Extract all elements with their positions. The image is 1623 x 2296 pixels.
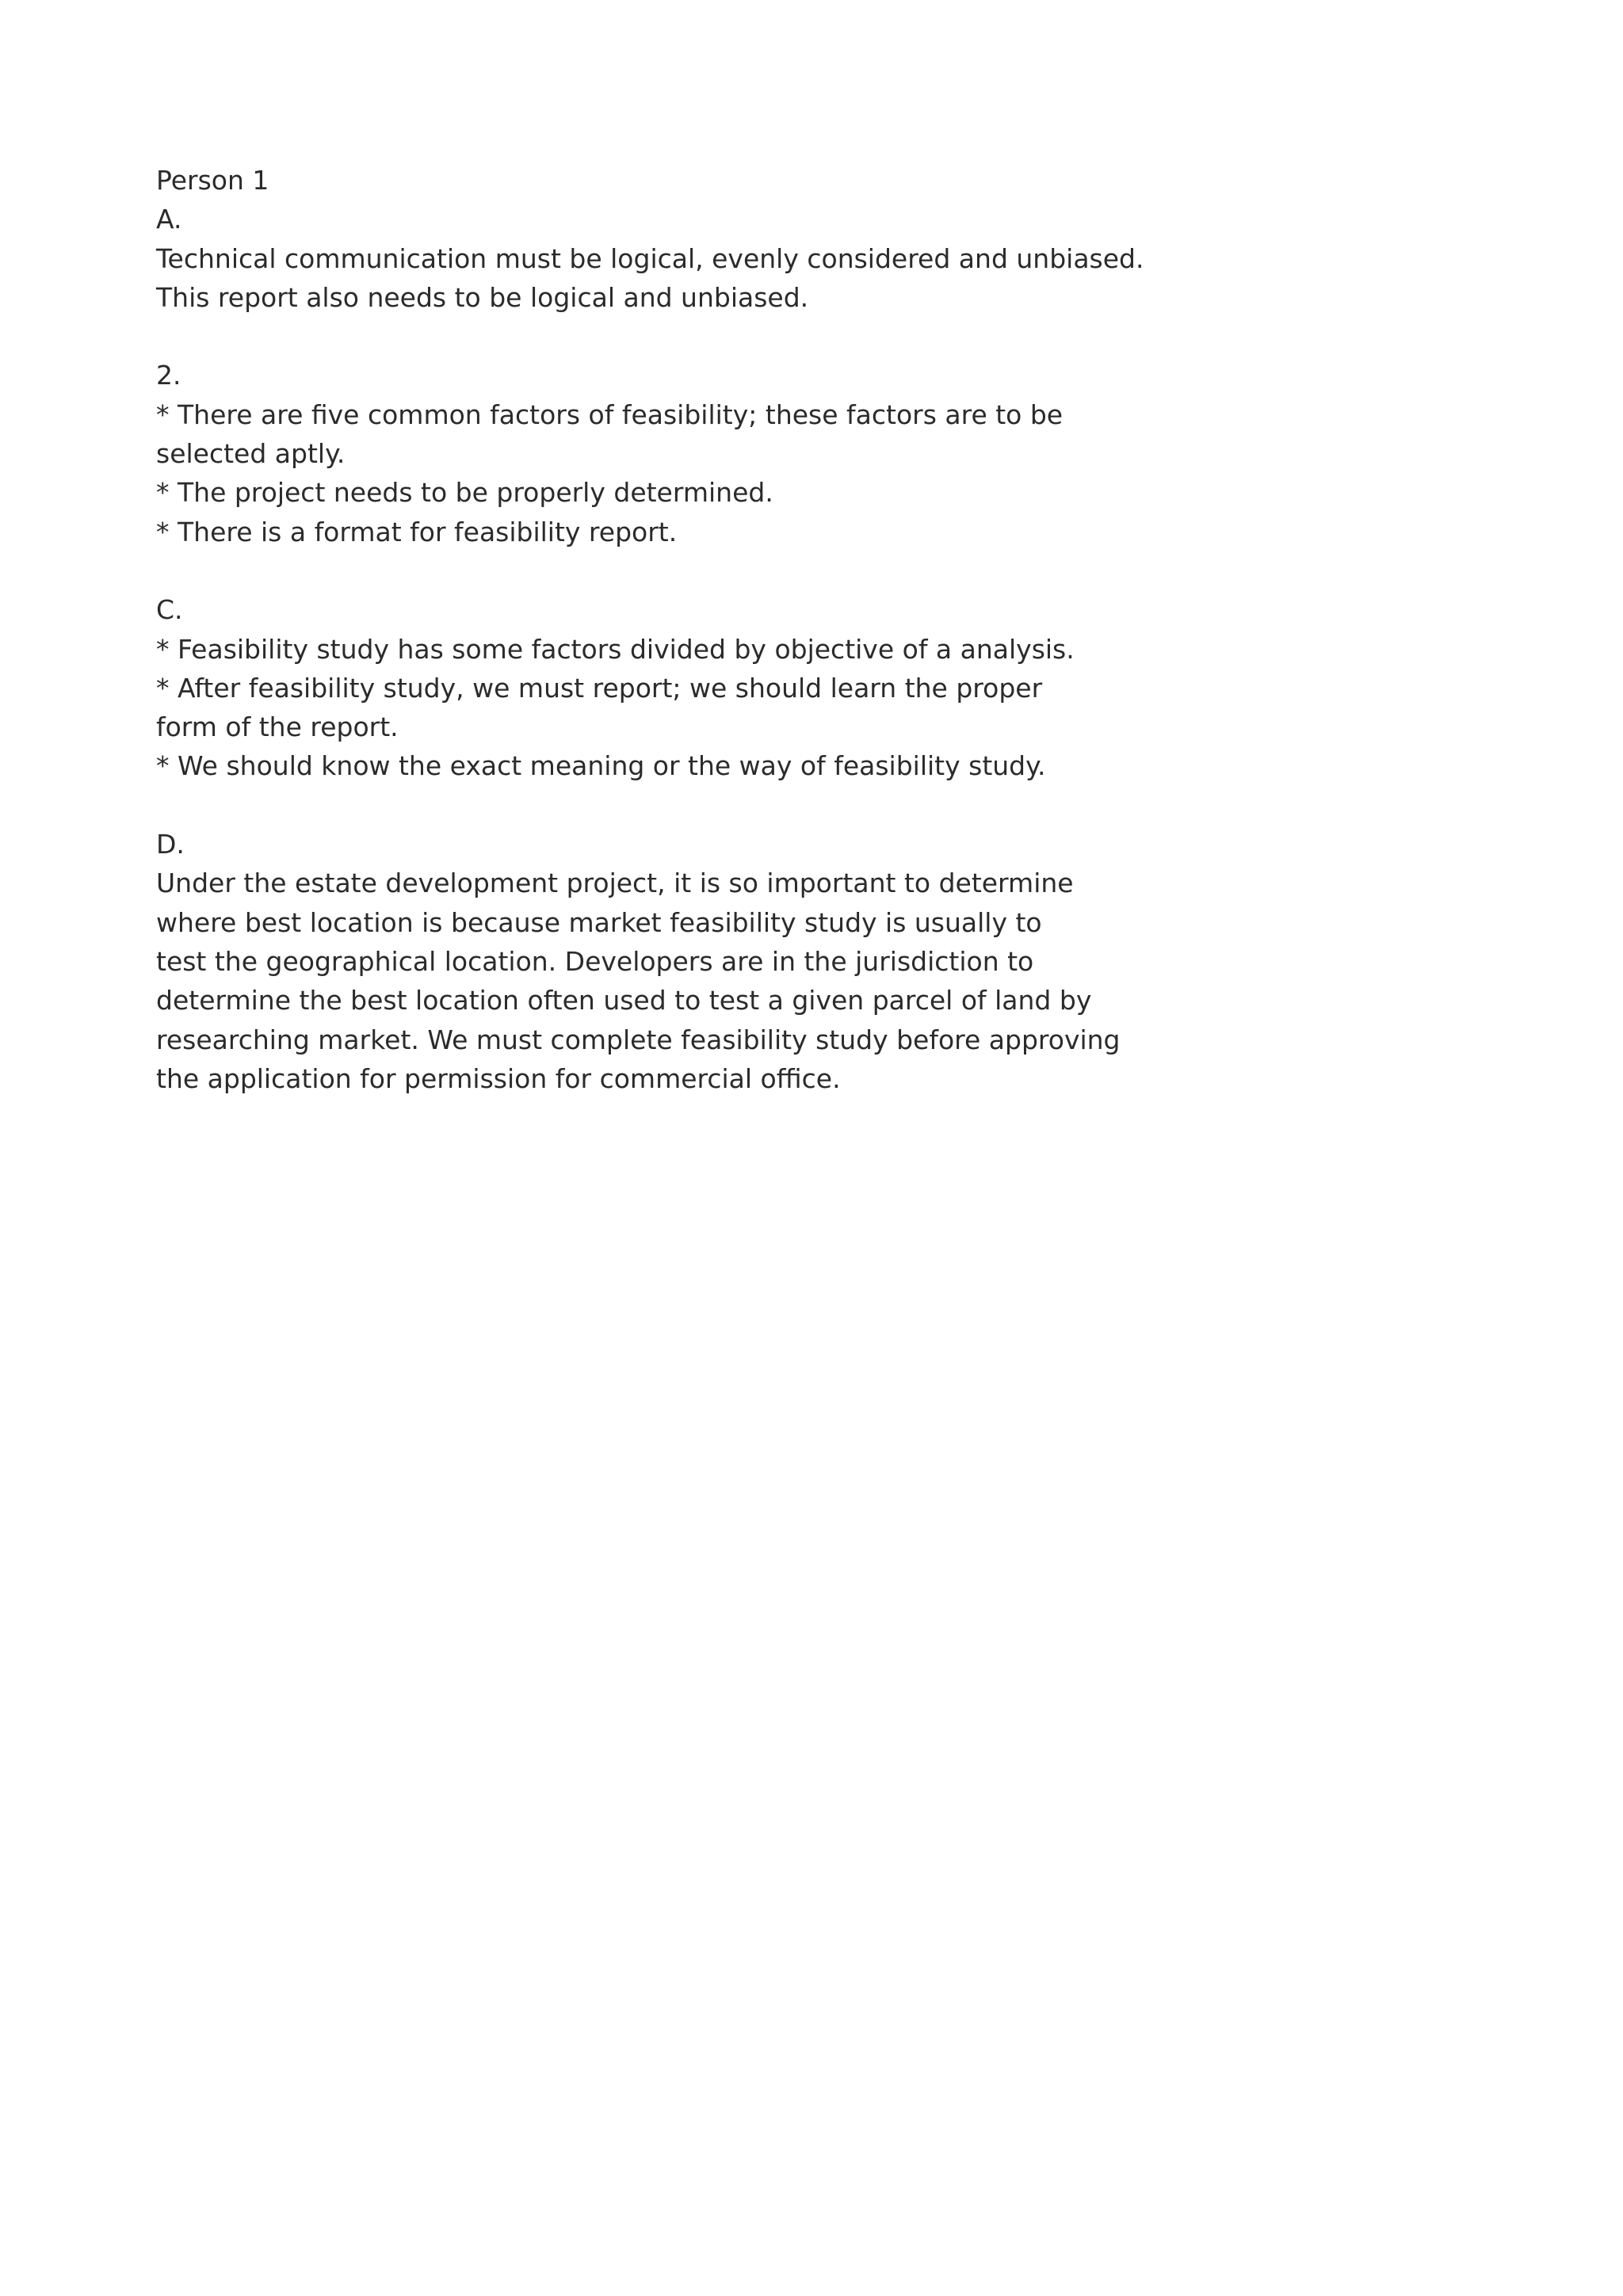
section-gap	[156, 551, 1266, 590]
section-heading: C.	[156, 594, 183, 626]
bullet-line: form of the report.	[156, 711, 399, 743]
paragraph-line: the application for permission for commercial office.	[156, 1062, 841, 1094]
paragraph-line: where best location is because market feasibility study is usually to	[156, 906, 1042, 938]
section-d	[156, 825, 1266, 1098]
section-heading: D.	[156, 829, 185, 860]
section-heading: 2.	[156, 360, 181, 391]
paragraph-line: test the geographical location. Developers are in the jurisdiction to	[156, 945, 1034, 977]
bullet-line: * There are five common factors of feasibility; these factors are to be	[156, 399, 1064, 430]
section-heading: A.	[156, 204, 182, 235]
paragraph-line: This report also needs to be logical and unbiased.	[156, 281, 809, 313]
section-2	[156, 356, 1266, 551]
paragraph-line: Under the estate development project, it is so important to determine	[156, 868, 1074, 899]
document-title: Person 1	[156, 165, 269, 196]
bullet-line: * After feasibility study, we must report; we should learn the proper	[156, 672, 1043, 704]
paragraph-line: Technical communication must be logical, evenly considered and unbiased.	[156, 242, 1144, 274]
bullet-line: * The project needs to be properly determined.	[156, 477, 773, 509]
section-gap	[156, 317, 1266, 356]
bullet-line: * Feasibility study has some factors divided by objective of a analysis.	[156, 633, 1075, 665]
paragraph-line: determine the best location often used to test a given parcel of land by	[156, 985, 1092, 1016]
section-a	[156, 200, 1266, 317]
paragraph-line: researching market. We must complete feasibility study before approving	[156, 1024, 1121, 1055]
section-gap	[156, 786, 1266, 825]
bullet-line: * There is a format for feasibility report.	[156, 516, 678, 547]
document-page	[156, 161, 1266, 1098]
bullet-line: * We should know the exact meaning or the way of feasibility study.	[156, 750, 1046, 782]
section-c	[156, 590, 1266, 785]
bullet-line: selected aptly.	[156, 438, 346, 470]
